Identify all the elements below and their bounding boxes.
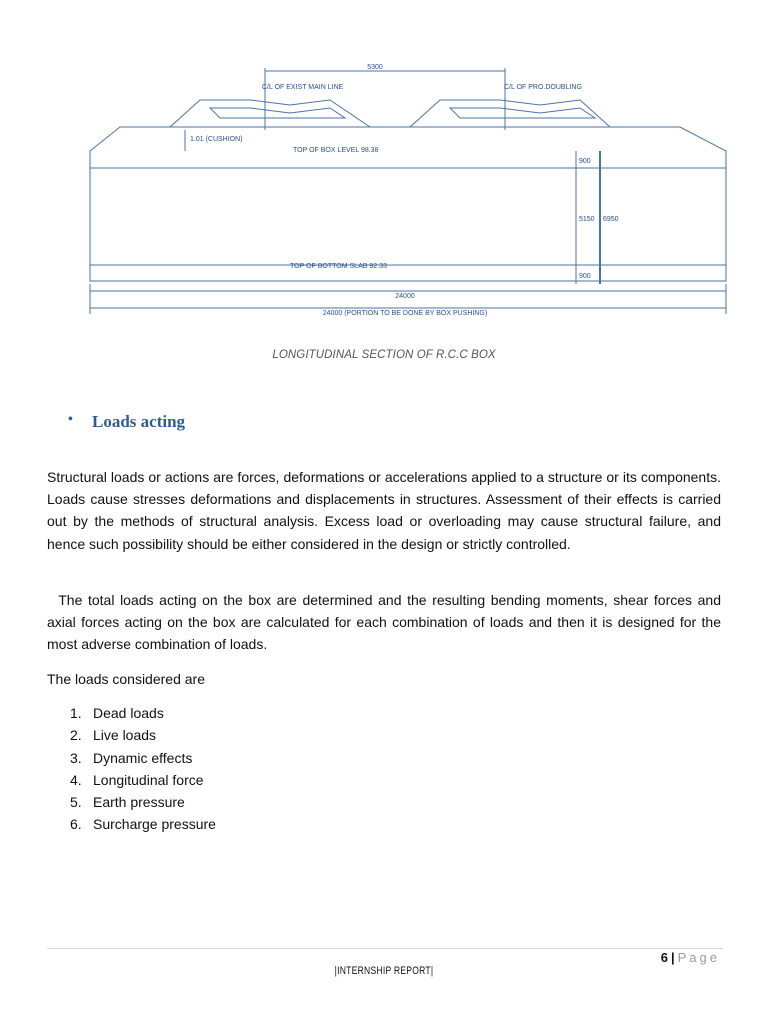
section-heading [70,412,185,432]
paragraph-2: The total loads acting on the box are determined and the resulting bending moments, shear forces and axial forces acting on the box are calculated for each combination of loads and then it is designed for the most adverse combination of loads. [47,592,725,653]
ballast-doubling [410,100,610,127]
page-number: 6 | Page [660,950,720,965]
box-body [90,168,726,281]
label-5300: 5300 [367,64,383,71]
label-24000: 24000 [395,293,415,300]
diagram-svg [80,58,740,324]
label-top-bottom-slab: TOP OF BOTTOM SLAB 92.33 [290,263,387,270]
section-heading-text: Loads acting [92,412,186,431]
label-top-box: TOP OF BOX LEVEL 98.38 [293,147,379,154]
track-doubling [450,108,595,118]
label-900-bottom: 900 [579,273,591,280]
longitudinal-section-diagram [80,58,740,324]
list-item: 6. Surcharge pressure [70,816,216,833]
list-item: 5. Earth pressure [70,794,185,811]
footer-title: |INTERNSHIP REPORT| [334,965,434,977]
bullet-icon: • [68,412,73,427]
label-6950: 6950 [603,216,619,223]
loads-list [47,702,216,836]
label-cl-main: C/L OF EXIST MAIN LINE [262,84,344,91]
label-900-top: 900 [579,158,591,165]
ballast-main-line [170,100,370,127]
list-item: 2. Live loads [70,727,157,744]
track-main-line [210,108,345,118]
paragraph-3: The loads considered are [47,671,205,687]
paragraph-1: Structural loads or actions are forces, deformations or accelerations applied to a structure or its components. Loads cause stresses deformations and displacements in structures. Assessment of their effects is carried out by the methods of structural analysis. Excess load or overloading may cause structural failure, and hence such possibility should be either considered in the design or strictly controlled. [47,469,721,552]
footer-divider [47,948,723,949]
label-24000-portion: 24000 (PORTION TO BE DONE BY BOX PUSHING) [322,310,488,317]
label-5150: 5150 [579,216,595,223]
list-item: 1. Dead loads [70,705,164,721]
figure-caption: LONGITUDINAL SECTION OF R.C.C BOX [272,349,496,361]
list-item: 3. Dynamic effects [70,749,193,766]
list-item: 4. Longitudinal force [70,771,204,788]
label-cushion: 1.01 (CUSHION) [190,136,243,143]
label-cl-doubling: C/L OF PRO.DOUBLING [504,84,582,91]
